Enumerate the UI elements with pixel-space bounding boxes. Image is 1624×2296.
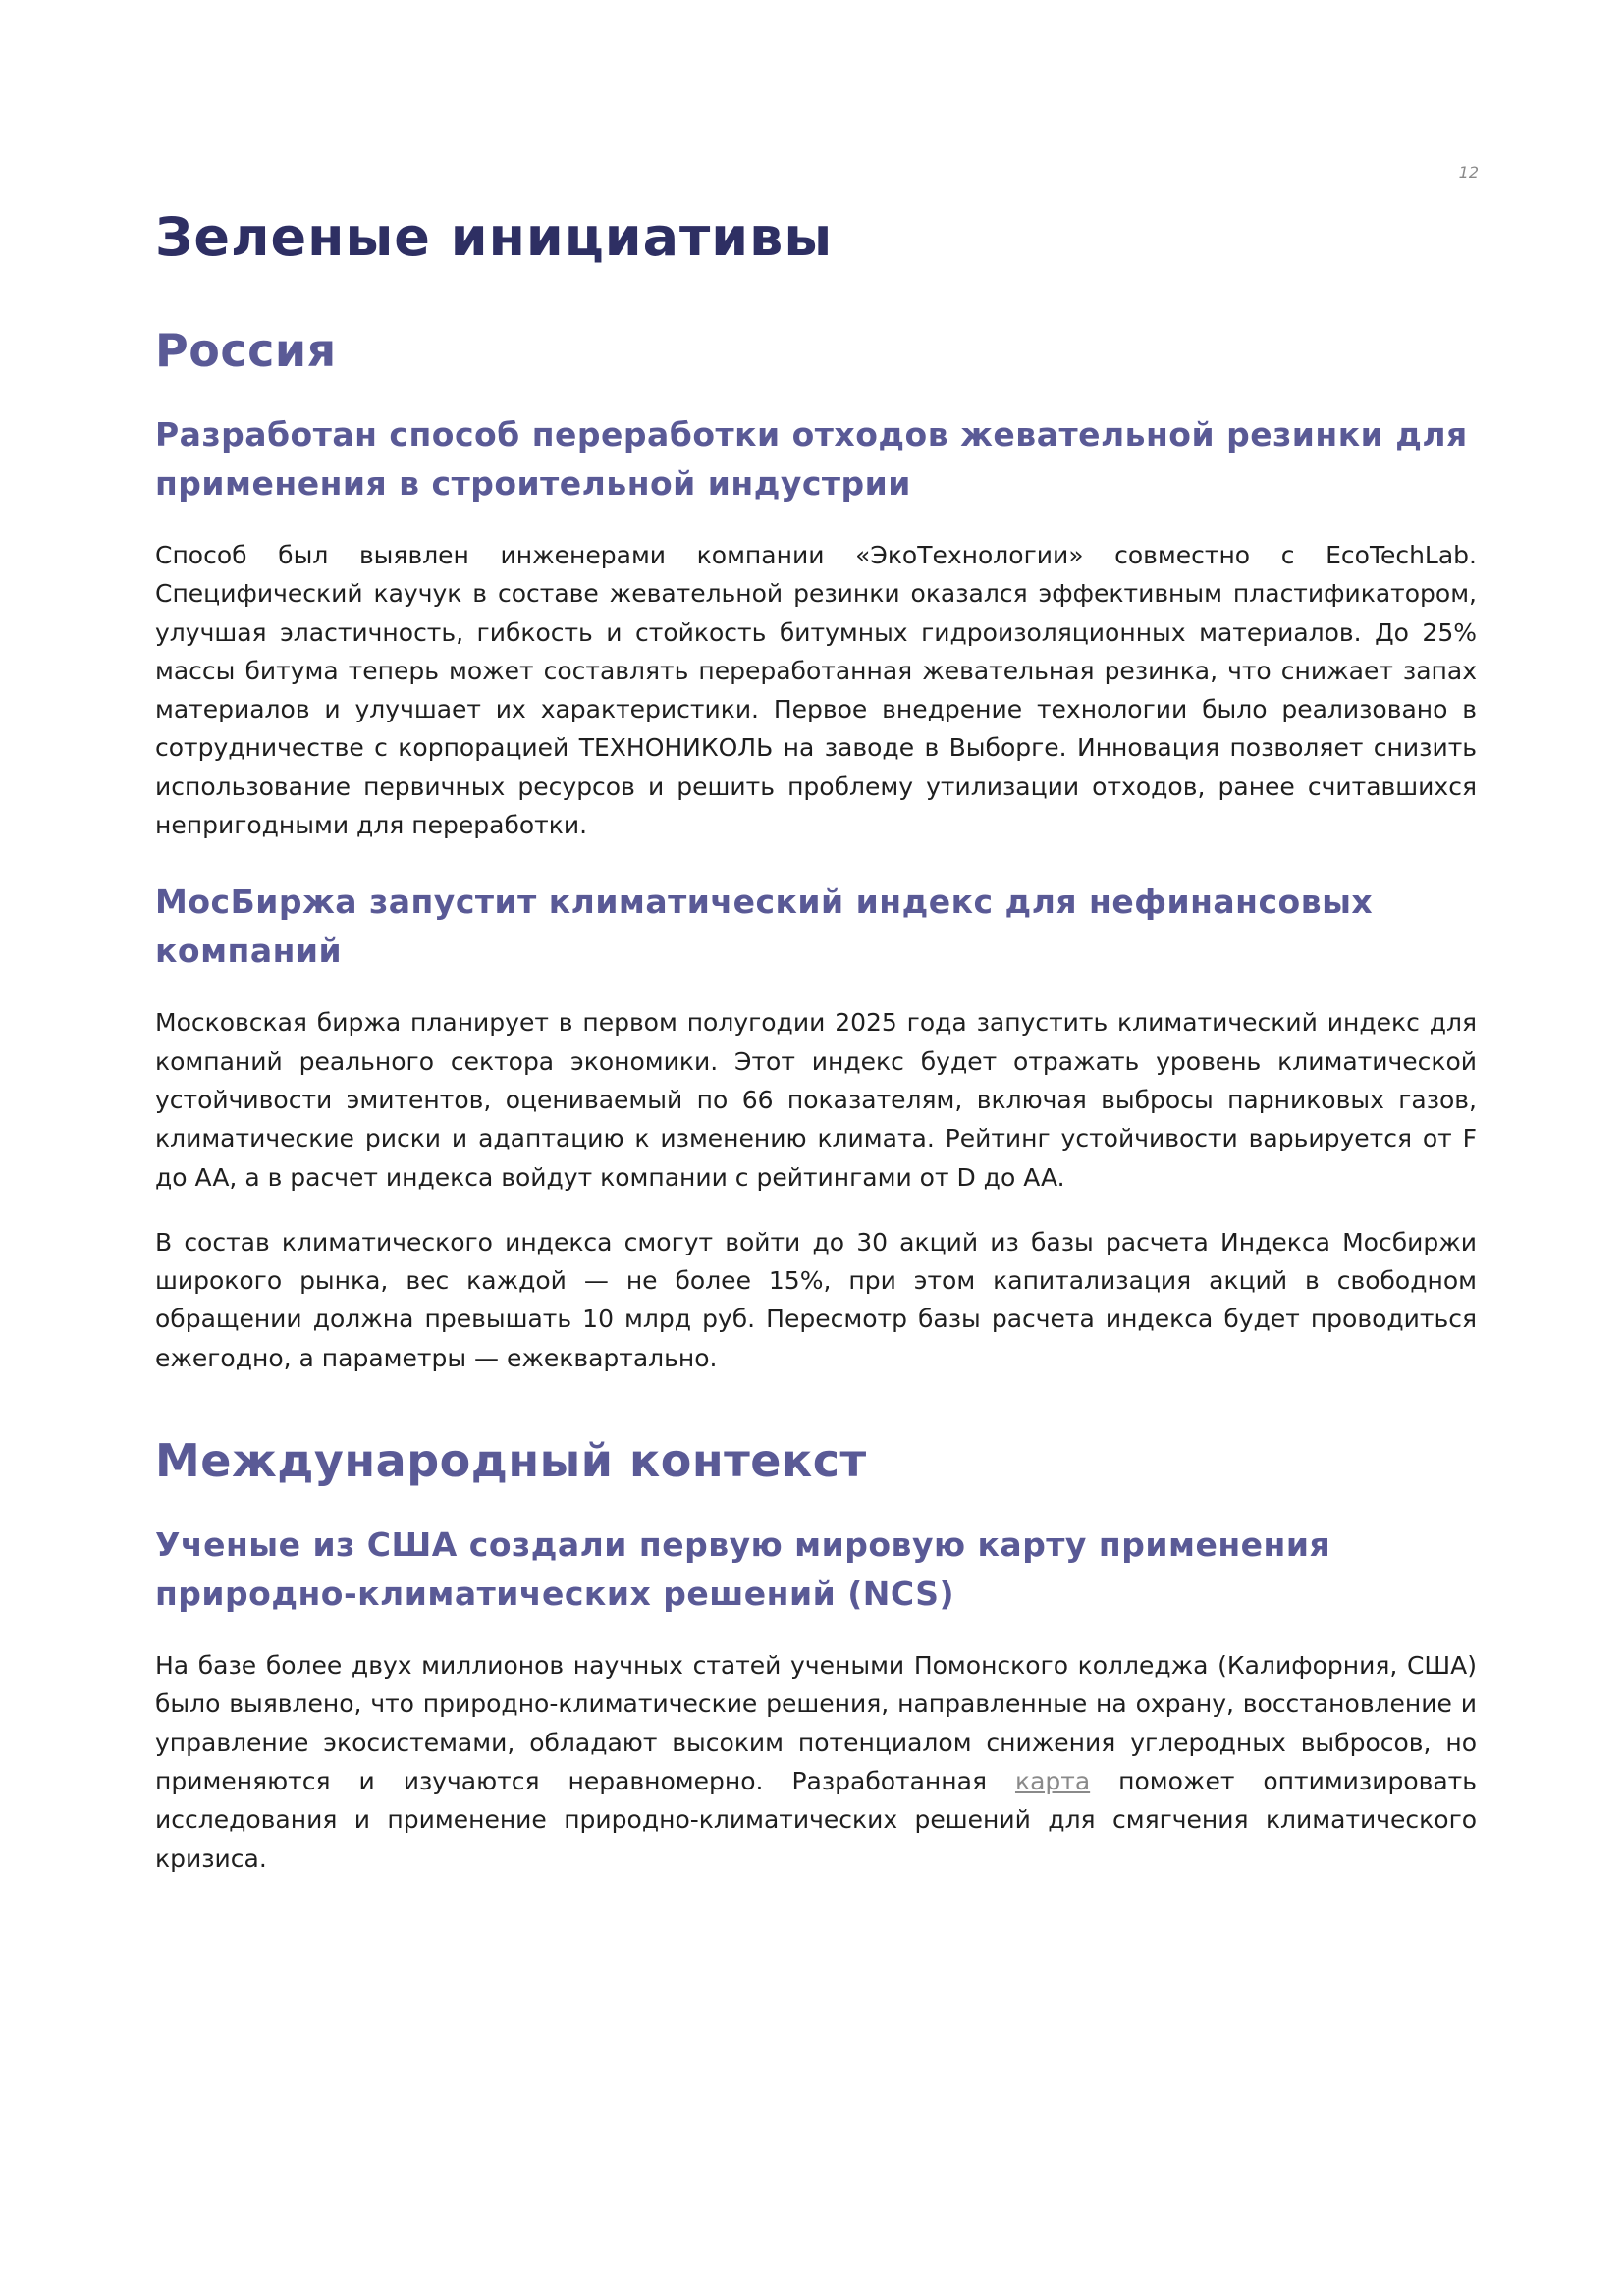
document-page xyxy=(155,157,1477,1878)
article-paragraph xyxy=(155,1646,1477,1878)
article-title-moex-index: МосБиржа запустит климатический индекс для нефинансовых компаний xyxy=(155,882,1374,971)
paragraph-text: На базе более двух миллионов научных статей учеными Помонского колледжа (Калифорния, США) было выявлено, что природно-климатические решения, направленные на охрану, восстановление и управление экосистемами, обладают высоким потенциалом снижения углеродных выбросов, но применяются и изучаются неравномерно. Разработанная xyxy=(155,1651,1477,1795)
article-title-chewing-gum: Разработан способ переработки отходов жевательной резинки для применения в строительной индустрии xyxy=(155,415,1468,503)
paragraph-text: поможет оптимизировать исследования и применение природно-климатических решений для смягчения климатического кризиса. xyxy=(155,1766,1477,1873)
page-title: Зеленые инициативы xyxy=(155,206,834,268)
map-link[interactable]: карта xyxy=(1014,1766,1091,1795)
article-paragraph: В состав климатического индекса смогут войти до 30 акций из базы расчета Индекса Мосбиржи широкого рынка, вес каждой — не более 15%, при этом капитализация акций в свободном обращении должна превышать 10 млрд руб. Пересмотр базы расчета индекса будет проводиться ежегодно, а параметры — ежеквартально. xyxy=(155,1227,1477,1372)
article-paragraph: Способ был выявлен инженерами компании «ЭкоТехнологии» совместно с EcoTechLab. Специфический каучук в составе жевательной резинки оказался эффективным пластификатором, улучшая эластичность, гибкость и стойкость битумных гидроизоляционных материалов. До 25% массы битума теперь может составлять переработанная жевательная резинка, что снижает запах материалов и улучшает их характеристики. Первое внедрение технологии было реализовано в сотрудничестве с корпорацией ТЕХНОНИКОЛЬ на заводе в Выборге. Инновация позволяет снизить использование первичных ресурсов и решить проблему утилизации отходов, ранее считавшихся непригодными для переработки. xyxy=(155,541,1477,840)
article-paragraph: Московская биржа планирует в первом полугодии 2025 года запустить климатический индекс для компаний реального сектора экономики. Этот индекс будет отражать уровень климатической устойчивости эмитентов, оцениваемый по 66 показателям, включая выбросы парниковых газов, климатические риски и адаптацию к изменению климата. Рейтинг устойчивости варьируется от F до AA, а в расчет индекса войдут компании с рейтингами от D до AA. xyxy=(155,1008,1477,1192)
section-heading-international: Международный контекст xyxy=(155,1434,867,1488)
article-title-ncs-map: Ученые из США создали первую мировую карту применения природно-климатических решений (NCS) xyxy=(155,1525,1331,1614)
page-number: 12 xyxy=(1458,163,1479,182)
section-heading-russia: Россия xyxy=(155,324,337,377)
